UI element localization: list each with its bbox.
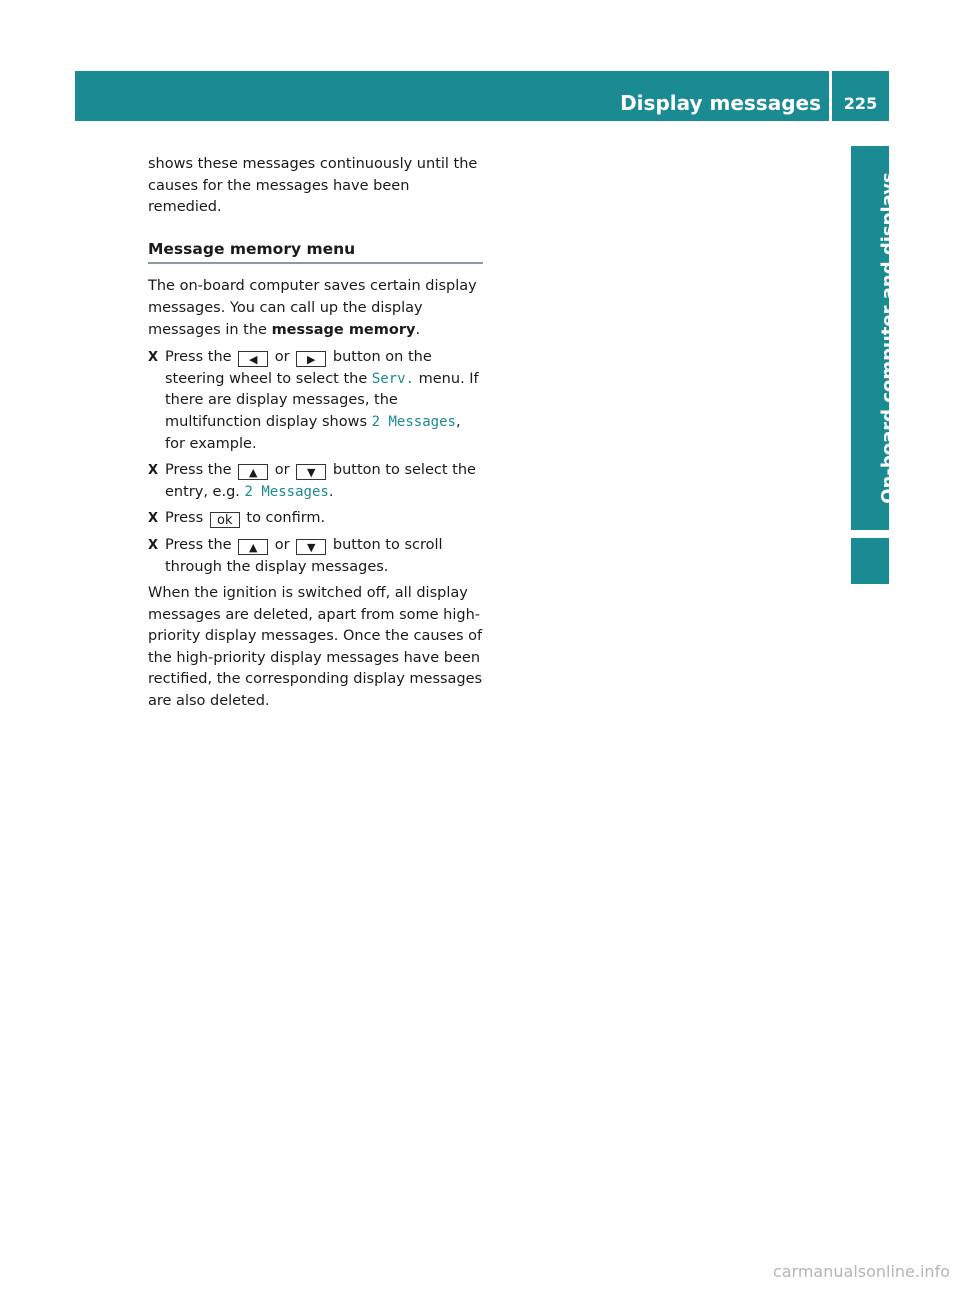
description-paragraph xyxy=(148,276,483,341)
step-text: Press the xyxy=(165,536,237,553)
step-item xyxy=(148,508,483,530)
step-item xyxy=(148,535,483,578)
down-arrow-key-icon: ▼ xyxy=(296,464,326,480)
step-text: Press the xyxy=(165,462,237,479)
down-arrow-key-icon: ▼ xyxy=(296,539,326,555)
step-text: or xyxy=(270,536,295,553)
step-text: . xyxy=(328,483,334,500)
left-arrow-key-icon: ◀ xyxy=(238,351,268,367)
description-end: . xyxy=(415,321,421,338)
step-text: button to select the entry, e.g. xyxy=(165,462,476,500)
watermark: carmanualsonline.info xyxy=(772,1262,950,1281)
step-text: button to scroll through the display messages. xyxy=(165,536,443,575)
display-text: Serv. xyxy=(371,370,415,387)
step-text: Press the xyxy=(165,349,237,366)
section-heading: Message memory menu xyxy=(148,239,483,265)
step-item xyxy=(148,347,483,455)
step-text: , for example. xyxy=(165,413,461,452)
step-text: Press xyxy=(165,510,208,527)
description-bold: message memory xyxy=(271,321,416,338)
step-item xyxy=(148,460,483,503)
x-mark-icon: X xyxy=(148,463,159,479)
page-number: 225 xyxy=(843,94,878,113)
step-text: button on the steering wheel to select the xyxy=(165,349,432,387)
step-text: menu. If there are display messages, the multifunction display shows xyxy=(165,370,479,430)
ok-key-icon: ok xyxy=(210,512,240,528)
chapter-marker xyxy=(851,538,889,584)
step-text: to confirm. xyxy=(241,510,326,527)
display-text: 2 Messages xyxy=(244,483,329,500)
x-mark-icon: X xyxy=(148,350,159,366)
main-content xyxy=(148,154,483,713)
step-list xyxy=(148,347,483,578)
step-text: or xyxy=(270,462,295,479)
intro-paragraph: shows these messages continuously until the causes for the messages have been remedied. xyxy=(148,156,478,216)
chapter-tab-label: On-board computer and displays xyxy=(878,172,899,504)
description-text: The on-board computer saves certain display messages. You can call up the display messages in the xyxy=(148,278,477,338)
x-mark-icon: X xyxy=(148,511,159,527)
step-text: or xyxy=(270,349,295,366)
x-mark-icon: X xyxy=(148,537,159,553)
page-title: Display messages xyxy=(620,91,821,115)
up-arrow-key-icon: ▲ xyxy=(238,464,268,480)
display-text: 2 Messages xyxy=(371,413,456,430)
right-arrow-key-icon: ▶ xyxy=(296,351,326,367)
up-arrow-key-icon: ▲ xyxy=(238,539,268,555)
closing-paragraph: When the ignition is switched off, all display messages are deleted, apart from some high-priority display messages. Once the causes of the high-priority display messages have been rectified, the corresponding display messages are also deleted. xyxy=(148,585,483,710)
